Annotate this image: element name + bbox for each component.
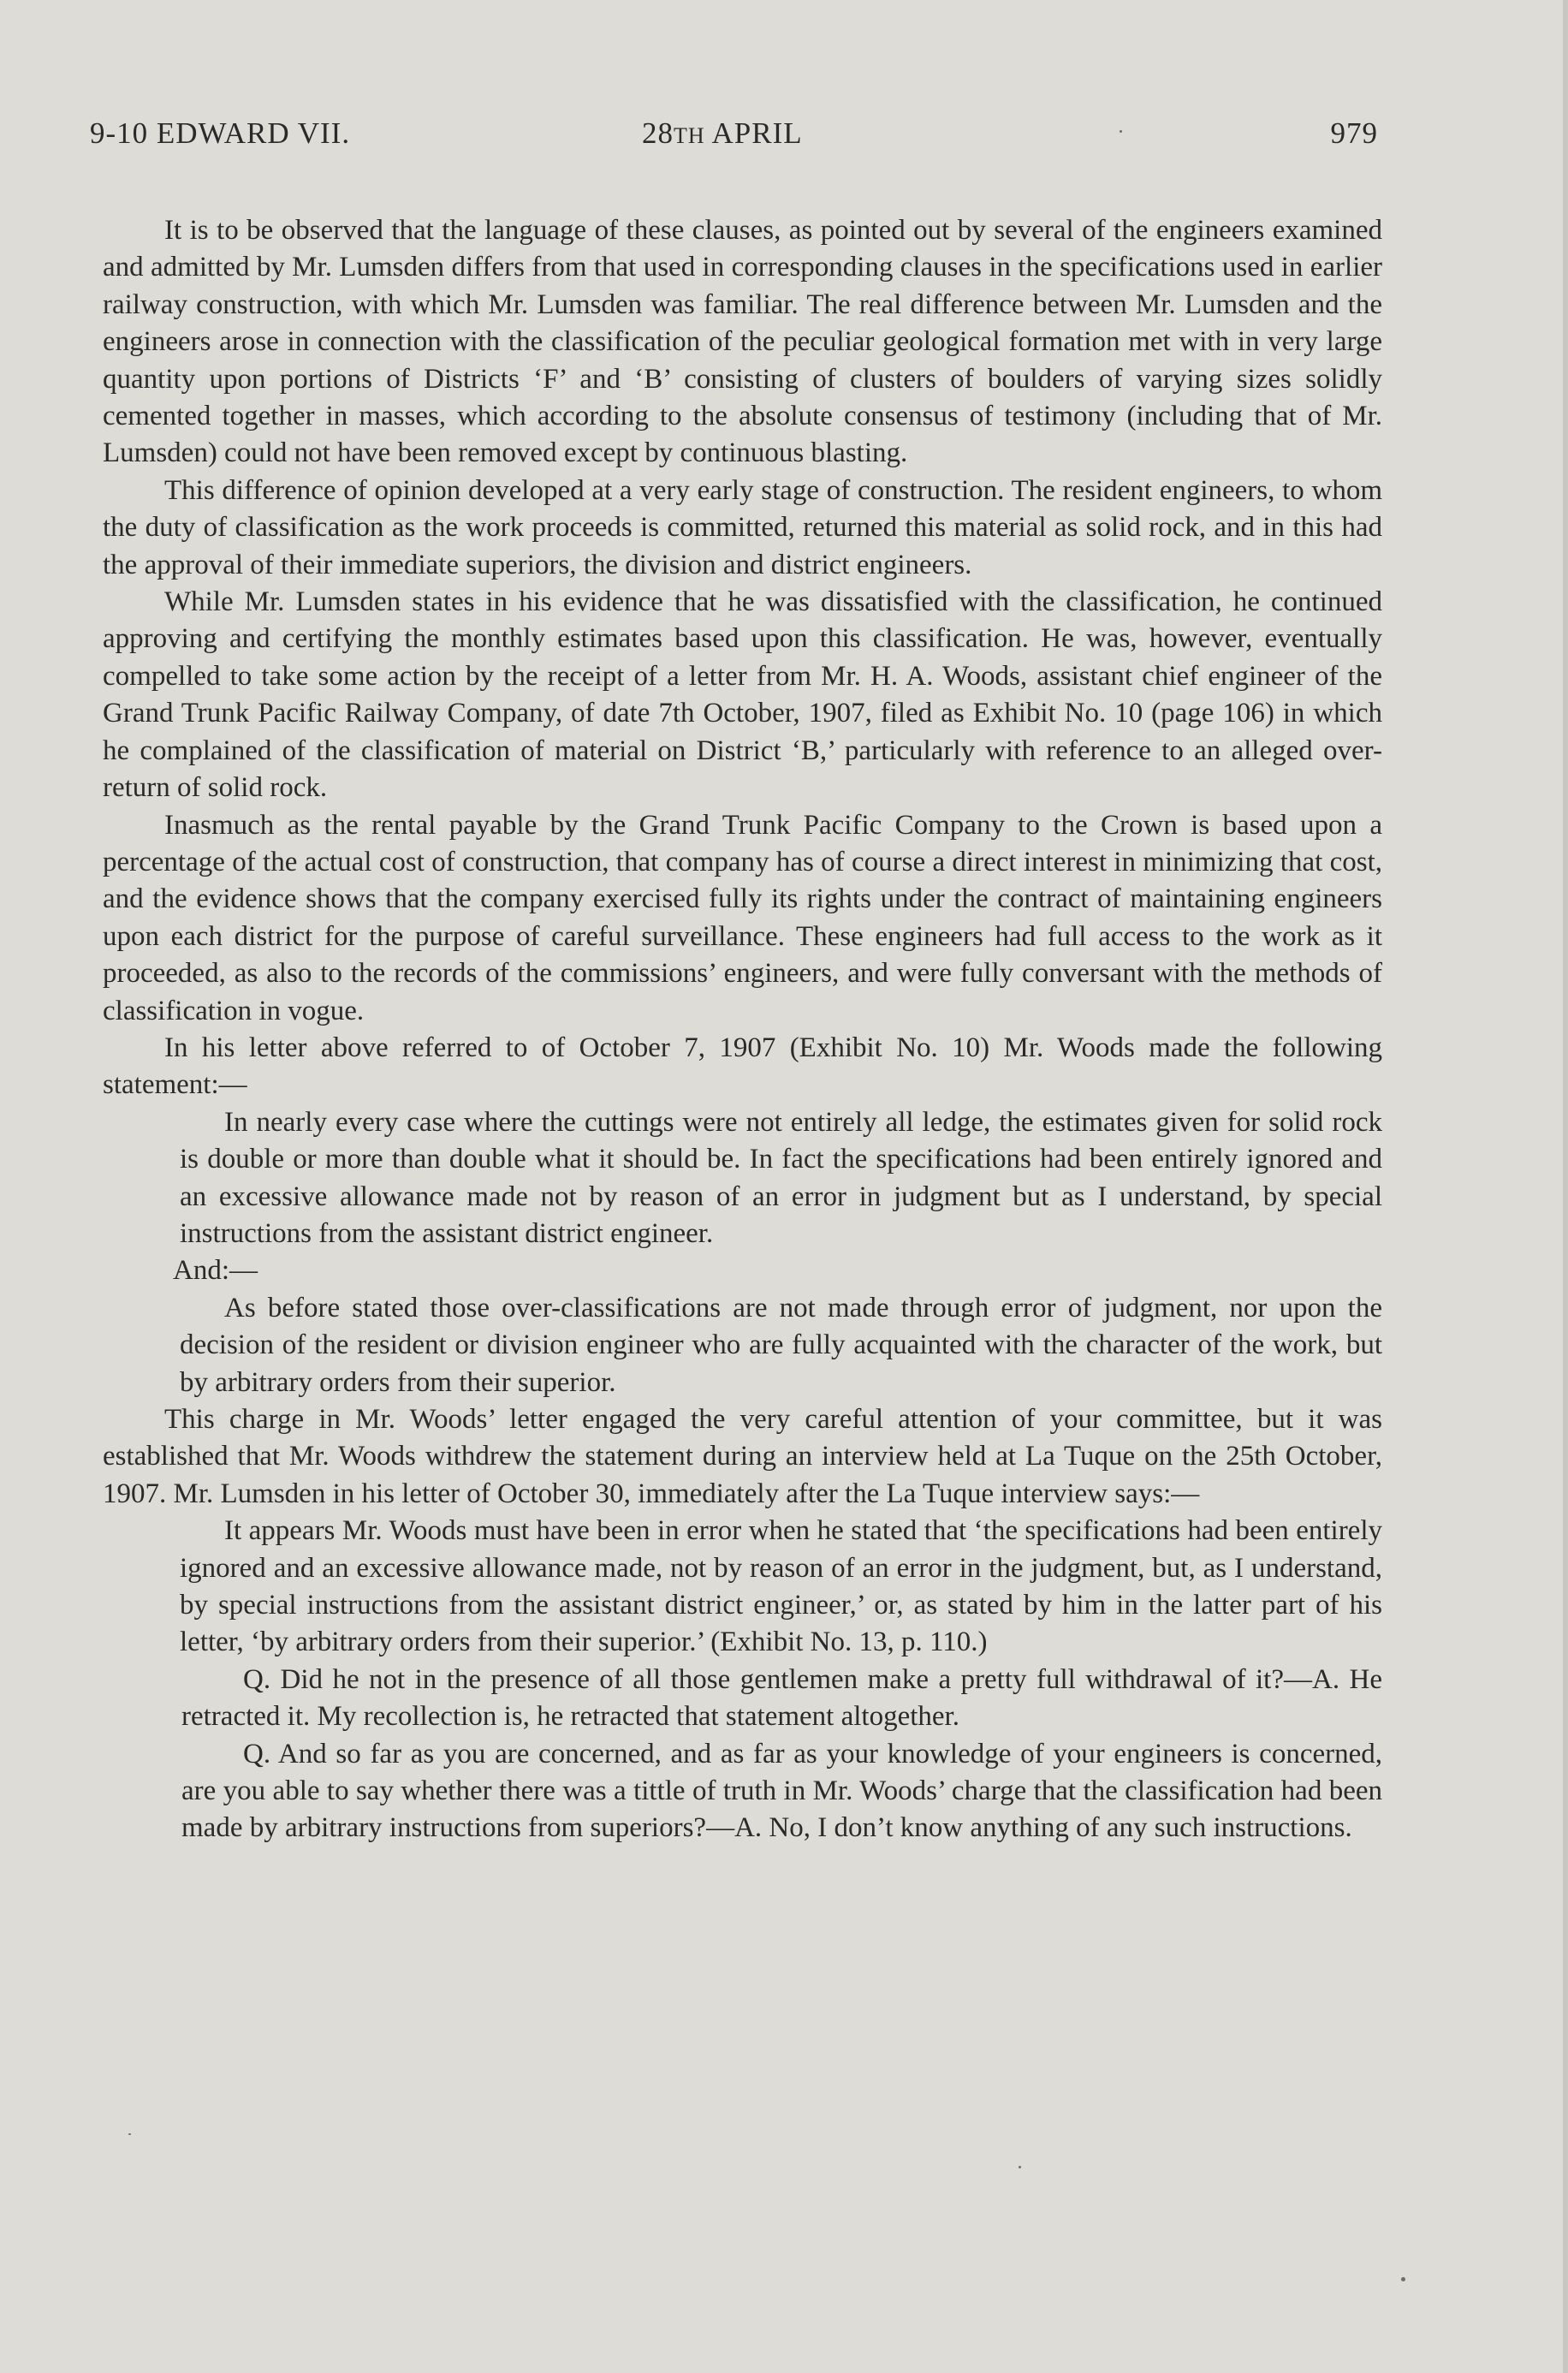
paragraph-difference-of-opinion: This difference of opinion developed at a very early stage of construction. The resident engineers, to whom the duty of classification as the work proceeds is committed, returned this material as solid rock, and in this had the approval of their immediate superiors, the division and district engineers.	[103, 474, 1382, 580]
and-line: And:—	[173, 1255, 258, 1287]
paragraph-woods-letter: While Mr. Lumsden states in his evidence that he was dissatisfied with the classification, he continued approving and certifying the monthly estimates based upon this classification. He was, however, eventually compelled to take some action by the receipt of a letter from Mr. H. A. Woods, assistant chief engineer of the Grand Trunk Pacific Railway Company, of date 7th October, 1907, filed as Exhibit No. 10 (page 106) in which he complained of the classification of material on District ‘B,’ particularly with reference to an alleged over-return of solid rock.	[103, 586, 1382, 804]
page-number: 979	[1330, 116, 1378, 150]
quote-over-classifications: As before stated those over-classifications are not made through error of judgment, nor upon the decision of the resident or division engineer who are fully acquainted with the character of the work, but by arbitrary orders from their superior.	[180, 1292, 1382, 1398]
running-header	[90, 116, 1378, 159]
header-date-month: APRIL	[711, 116, 803, 150]
paragraph-classification-language: It is to be observed that the language of these clauses, as pointed out by several of the engineers examined and admitted by Mr. Lumsden differs from that used in corresponding clauses in the specifications used in earlier railway construction, with which Mr. Lumsden was familiar. The real difference between Mr. Lumsden and the engineers arose in connection with the classification of the peculiar geological formation met with in very large quantity upon portions of Districts ‘F’ and ‘B’ consisting of clusters of boulders of varying sizes solidly cemented together in masses, which according to the absolute consensus of testimony (including that of Mr. Lumsden) could not have been removed except by continuous blasting.	[103, 215, 1382, 469]
paper-speck	[128, 2133, 131, 2135]
header-date	[642, 116, 803, 151]
paper-speck	[1120, 130, 1122, 133]
quote-lumsden-letter: It appears Mr. Woods must have been in error when he stated that ‘the specifications had been entirely ignored and an excessive allowance made, not by reason of an error in the judgment, but, as I understand, by special instructions from the assistant district engineer,’ or, as stated by him in the latter part of his letter, ‘by arbitrary orders from their superior.’ (Exhibit No. 13, p. 110.)	[180, 1515, 1382, 1658]
page-edge-shadow	[1563, 0, 1568, 2373]
quote-woods-cuttings: In nearly every case where the cuttings were not entirely all ledge, the estimates given for solid rock is double or more than double what it should be. In fact the specifications had been entirely ignored and an excessive allowance made not by reason of an error in judgment but as I understand, by special instructions from the assistant district engineer.	[180, 1106, 1382, 1249]
header-date-suffix: TH	[674, 123, 705, 148]
paragraph-charge-withdrawn: This charge in Mr. Woods’ letter engaged the very careful attention of your committee, but it was established that Mr. Woods withdrew the statement during an interview held at La Tuque on the 25th October, 1907. Mr. Lumsden in his letter of October 30, immediately after the La Tuque interview says:—	[103, 1404, 1382, 1509]
qa-arbitrary-instructions: Q. And so far as you are concerned, and as far as your knowledge of your engineers is concerned, are you able to say whether there was a tittle of truth in Mr. Woods’ charge that the classification had been made by arbitrary instructions from superiors?—A. No, I don’t know anything of any such instructions.	[181, 1738, 1382, 1844]
qa-retraction: Q. Did he not in the presence of all those gentlemen make a pretty full withdrawal of it?—A. He retracted it. My recollection is, he retracted that statement altogether.	[181, 1663, 1382, 1733]
paper-speck	[1019, 2166, 1021, 2168]
header-date-day: 28	[642, 116, 674, 150]
paragraph-rental-payable: Inasmuch as the rental payable by the Grand Trunk Pacific Company to the Crown is based upon a percentage of the actual cost of construction, that company has of course a direct interest in minimizing that cost, and the evidence shows that the company exercised fully its rights under the contract of maintaining engineers upon each district for the purpose of careful surveillance. These engineers had full access to the work as it proceeded, as also to the records of the commissions’ engineers, and were fully conversant with the methods of classification in vogue.	[103, 809, 1382, 1026]
paper-speck	[1401, 2277, 1405, 2281]
header-volume: 9-10 EDWARD VII.	[90, 116, 351, 150]
paragraph-woods-statement-intro: In his letter above referred to of October 7, 1907 (Exhibit No. 10) Mr. Woods made the following statement:—	[103, 1032, 1382, 1101]
document-body	[103, 212, 1382, 1847]
